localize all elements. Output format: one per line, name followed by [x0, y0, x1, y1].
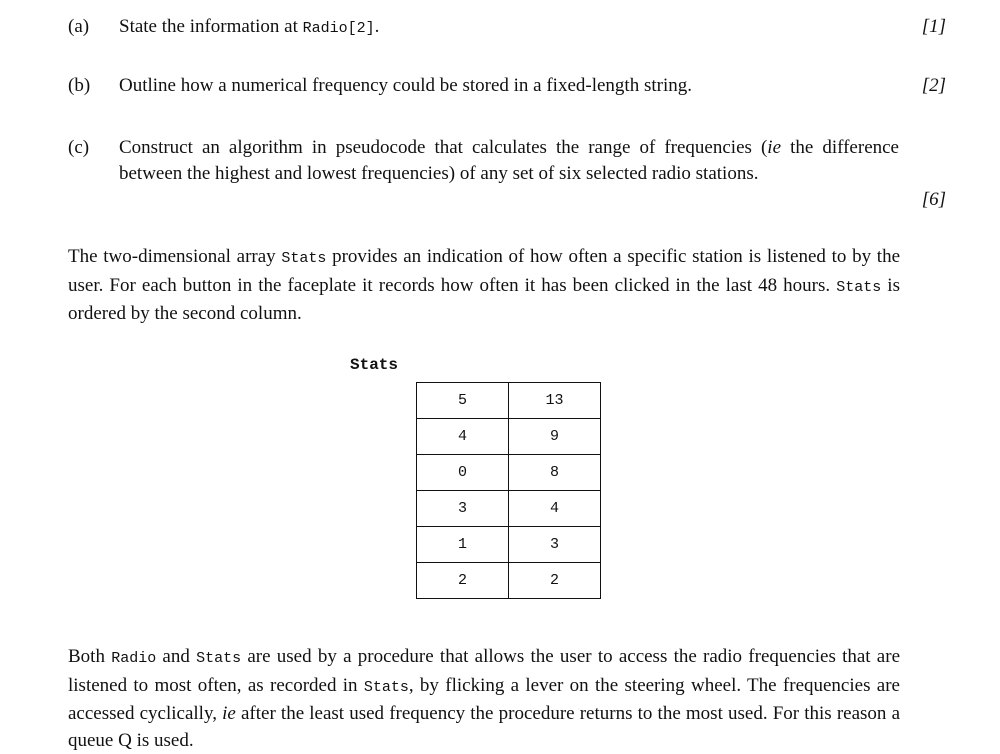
table-row — [417, 527, 601, 563]
question-label: (c) — [68, 137, 90, 158]
mark-allocation: [6] — [921, 189, 946, 210]
table-row — [417, 455, 601, 491]
table-cell: 13 — [509, 383, 601, 419]
table-cell: 4 — [509, 491, 601, 527]
table-row — [417, 491, 601, 527]
question-text-part: State the information at — [119, 16, 303, 37]
paragraph-text: are used by a procedure that allows the user to access the radio frequencies that are listened to most often, as recorded in — [68, 646, 900, 696]
italic-ie: ie — [222, 703, 236, 724]
table-row — [417, 419, 601, 455]
code-radio-index: Radio[2] — [302, 20, 375, 37]
mark-allocation: [2] — [921, 75, 946, 96]
stats-table — [416, 382, 601, 599]
stats-description — [68, 244, 900, 328]
paragraph-text: after the least used frequency the procedure returns to the most used. For this reason a queue Q is used. — [68, 703, 900, 751]
code-stats: Stats — [281, 250, 327, 267]
table-row — [417, 563, 601, 599]
question-label: (b) — [68, 75, 91, 96]
code-stats: Stats — [196, 650, 242, 667]
table-cell: 1 — [417, 527, 509, 563]
paragraph-text: , by flicking a lever on the steering wheel. The frequencies are accessed cyclically, — [68, 674, 900, 724]
code-stats: Stats — [836, 278, 882, 296]
question-text: Outline how a numerical frequency could be stored in a fixed-length string. — [119, 75, 692, 96]
procedure-description — [68, 644, 900, 754]
question-text — [119, 14, 899, 42]
italic-ie: ie — [767, 137, 782, 158]
paragraph-text: is ordered by the second column. — [68, 274, 900, 324]
table-cell: 8 — [509, 455, 601, 491]
question-label: (a) — [68, 16, 90, 37]
mark-allocation: [1] — [921, 16, 946, 37]
table-cell: 4 — [417, 419, 509, 455]
paragraph-text: The two-dimensional array — [68, 246, 282, 267]
table-cell: 3 — [509, 527, 601, 563]
question-text-part: Construct an algorithm in pseudocode that calculates the range of frequencies ( — [119, 137, 768, 158]
paragraph-text: Both — [68, 646, 112, 667]
question-text — [119, 135, 899, 187]
table-cell: 2 — [417, 563, 509, 599]
code-stats: Stats — [363, 678, 409, 696]
table-cell: 0 — [417, 455, 509, 491]
code-radio: Radio — [111, 650, 157, 667]
question-text-part: . — [374, 16, 380, 37]
question-text-part: the difference between the highest and lowest frequencies) of any set of six selected radio stations. — [119, 137, 899, 184]
table-cell: 5 — [417, 383, 509, 419]
table-cell: 2 — [509, 563, 601, 599]
table-caption: Stats — [350, 356, 399, 374]
table-row — [417, 383, 601, 419]
paragraph-text: provides an indication of how often a specific station is listened to by the user. For each button in the faceplate it records how often it has been clicked in the last 48 hours. — [68, 246, 900, 296]
table-cell: 9 — [509, 419, 601, 455]
table-cell: 3 — [417, 491, 509, 527]
paragraph-text: and — [156, 646, 197, 667]
